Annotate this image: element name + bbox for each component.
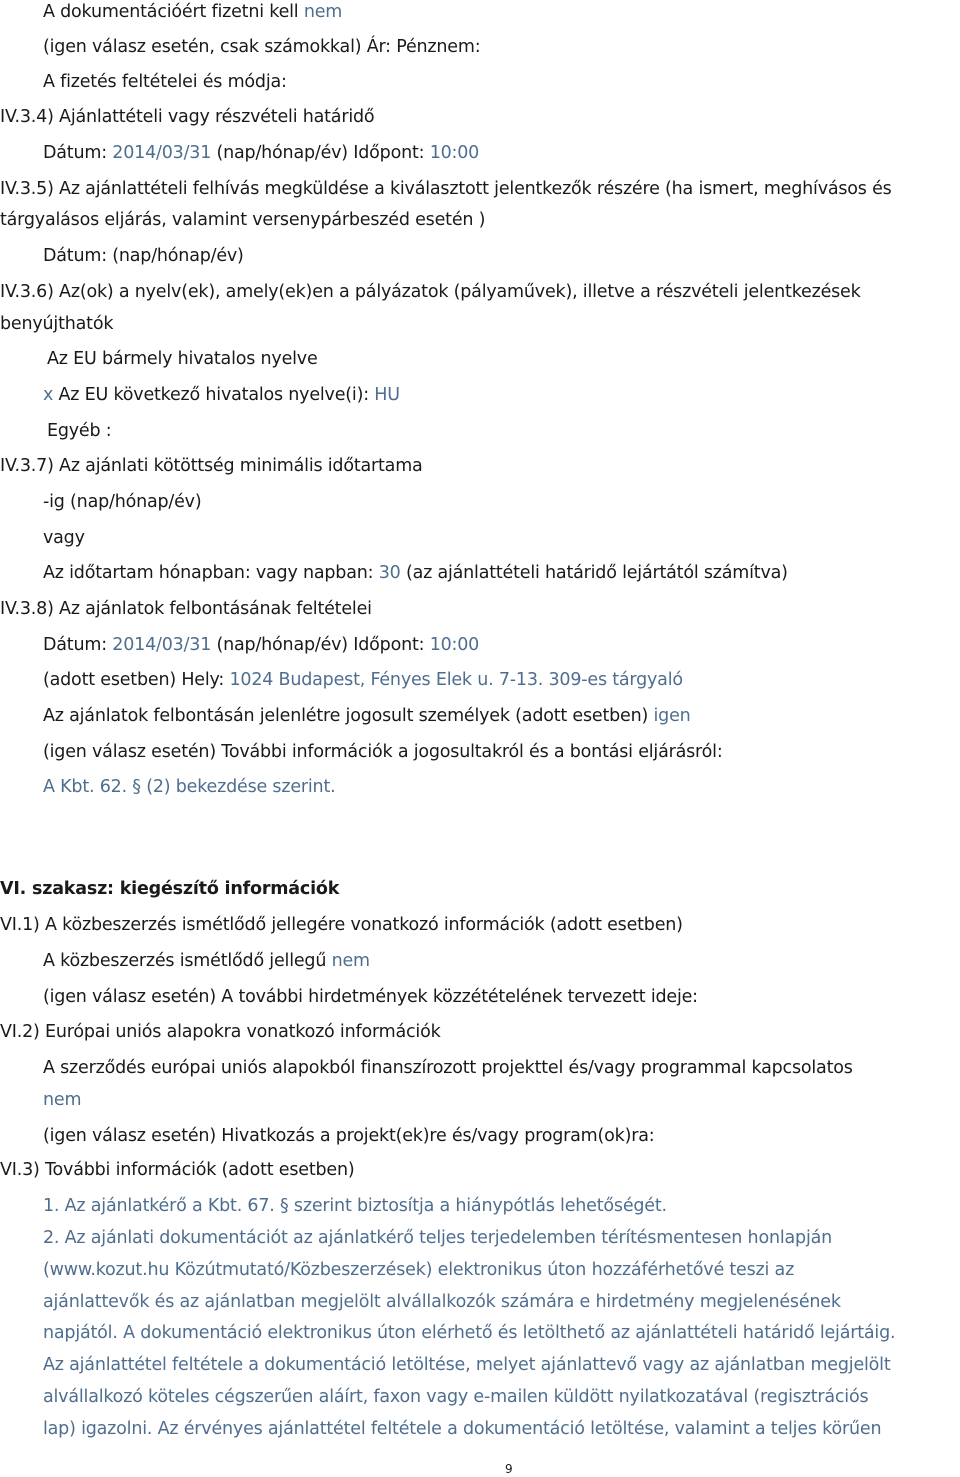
section-iv-3-4-heading: IV.3.4) Ajánlattételi vagy részvételi határidő bbox=[0, 107, 375, 127]
attendance-info-line: (igen válasz esetén) További információk a jogosultakról és a bontási eljárásról: bbox=[43, 742, 723, 762]
attendance-info-value: A Kbt. 62. § (2) bekezdése szerint. bbox=[43, 777, 336, 797]
additional-info-item-2-line-4: napjától. A dokumentáció elektronikus úton elérhető és letölthető az ajánlattételi határidő lejártáig. bbox=[43, 1323, 896, 1343]
eu-funds-value: nem bbox=[43, 1090, 82, 1110]
section-vi-3-heading: VI.3) További információk (adott esetben) bbox=[0, 1160, 355, 1180]
additional-info-item-2-line-6: alvállalkozó köteles cégszerűen aláírt, faxon vagy e-mailen küldött nyilatkozatával (regisztrációs bbox=[43, 1387, 869, 1407]
eu-funds-line: A szerződés európai uniós alapokból finanszírozott projekttel és/vagy programmal kapcsolatos bbox=[43, 1058, 853, 1078]
page-number: 9 bbox=[505, 1462, 513, 1476]
section-vi-2-heading: VI.2) Európai uniós alapokra vonatkozó információk bbox=[0, 1022, 441, 1042]
price-currency-line: (igen válasz esetén, csak számokkal) Ár: Pénznem: bbox=[43, 37, 481, 57]
doc-fee-value: nem bbox=[303, 2, 343, 22]
opening-date-value: 2014/03/31 bbox=[112, 635, 212, 655]
deadline-time-value: 10:00 bbox=[429, 143, 480, 163]
additional-info-item-2-line-5: Az ajánlattétel feltétele a dokumentáció letöltése, melyet ajánlattevő vagy az ajánlatban megjelölt bbox=[43, 1355, 891, 1375]
language-value: HU bbox=[374, 385, 400, 405]
additional-info-item-2-line-2: (www.kozut.hu Közútmutató/Közbeszerzések) elektronikus úton hozzáférhetővé teszi az bbox=[43, 1260, 795, 1280]
validity-date-line: -ig (nap/hónap/év) bbox=[43, 492, 202, 512]
validity-days-value: 30 bbox=[378, 563, 401, 583]
additional-info-item-1: 1. Az ajánlatkérő a Kbt. 67. § szerint biztosítja a hiánypótlás lehetőségét. bbox=[43, 1196, 667, 1216]
attendance-line: Az ajánlatok felbontásán jelenlétre jogosult személyek (adott esetben) igen bbox=[43, 706, 691, 726]
opening-place-line: (adott esetben) Hely: 1024 Budapest, Fényes Elek u. 7-13. 309-es tárgyaló bbox=[43, 670, 683, 690]
additional-info-item-2-line-7: lap) igazolni. Az érvényes ajánlattétel feltétele a dokumentáció letöltése, valamint a teljes körűen bbox=[43, 1419, 882, 1439]
payment-terms-line: A fizetés feltételei és módja: bbox=[43, 72, 287, 92]
invitation-date-line: Dátum: (nap/hónap/év) bbox=[43, 246, 244, 266]
attendance-value: igen bbox=[653, 706, 691, 726]
or-text: vagy bbox=[43, 528, 85, 548]
deadline-date-value: 2014/03/31 bbox=[112, 143, 212, 163]
deadline-date-line: Dátum: 2014/03/31 (nap/hónap/év) Időpont: 10:00 bbox=[43, 143, 480, 163]
section-iv-3-6-heading: IV.3.6) Az(ok) a nyelv(ek), amely(ek)en a pályázatok (pályaművek), illetve a részvételi jelentkezések bbox=[0, 282, 861, 302]
section-vi-1-heading: VI.1) A közbeszerzés ismétlődő jellegére vonatkozó információk (adott esetben) bbox=[0, 915, 683, 935]
further-notices-line: (igen válasz esetén) A további hirdetmények közzétételének tervezett ideje: bbox=[43, 987, 698, 1007]
section-iv-3-6-heading-cont: benyújthatók bbox=[0, 314, 114, 334]
opening-place-value: 1024 Budapest, Fényes Elek u. 7-13. 309-es tárgyaló bbox=[229, 670, 683, 690]
additional-info-item-2-line-3: ajánlattevők és az ajánlatban megjelölt alvállalkozók számára e hirdetmény megjelenésének bbox=[43, 1292, 841, 1312]
additional-info-item-2-line-1: 2. Az ajánlati dokumentációt az ajánlatkérő teljes terjedelemben térítésmentesen honlapján bbox=[43, 1228, 833, 1248]
selected-language-line: x Az EU következő hivatalos nyelve(i): HU bbox=[43, 385, 400, 405]
section-iv-3-7-heading: IV.3.7) Az ajánlati kötöttség minimális időtartama bbox=[0, 456, 423, 476]
any-eu-language-option: Az EU bármely hivatalos nyelve bbox=[47, 349, 318, 369]
recurrence-line: A közbeszerzés ismétlődő jellegű nem bbox=[43, 951, 370, 971]
other-language-option: Egyéb : bbox=[47, 421, 112, 441]
section-iv-3-5-heading-cont: tárgyalásos eljárás, valamint versenypárbeszéd esetén ) bbox=[0, 210, 486, 230]
project-reference-line: (igen válasz esetén) Hivatkozás a projekt(ek)re és/vagy program(ok)ra: bbox=[43, 1126, 655, 1146]
checked-mark: x bbox=[43, 385, 54, 405]
opening-date-line: Dátum: 2014/03/31 (nap/hónap/év) Időpont: 10:00 bbox=[43, 635, 480, 655]
recurrence-value: nem bbox=[331, 951, 370, 971]
doc-fee-line: A dokumentációért fizetni kell nem bbox=[43, 2, 343, 22]
validity-period-line: Az időtartam hónapban: vagy napban: 30 (az ajánlattételi határidő lejártától számítva) bbox=[43, 563, 788, 583]
section-iv-3-5-heading: IV.3.5) Az ajánlattételi felhívás megküldése a kiválasztott jelentkezők részére (ha ismert, meghívásos és bbox=[0, 179, 892, 199]
opening-time-value: 10:00 bbox=[429, 635, 480, 655]
section-iv-3-8-heading: IV.3.8) Az ajánlatok felbontásának feltételei bbox=[0, 599, 372, 619]
section-vi-title: VI. szakasz: kiegészítő információk bbox=[0, 879, 340, 899]
